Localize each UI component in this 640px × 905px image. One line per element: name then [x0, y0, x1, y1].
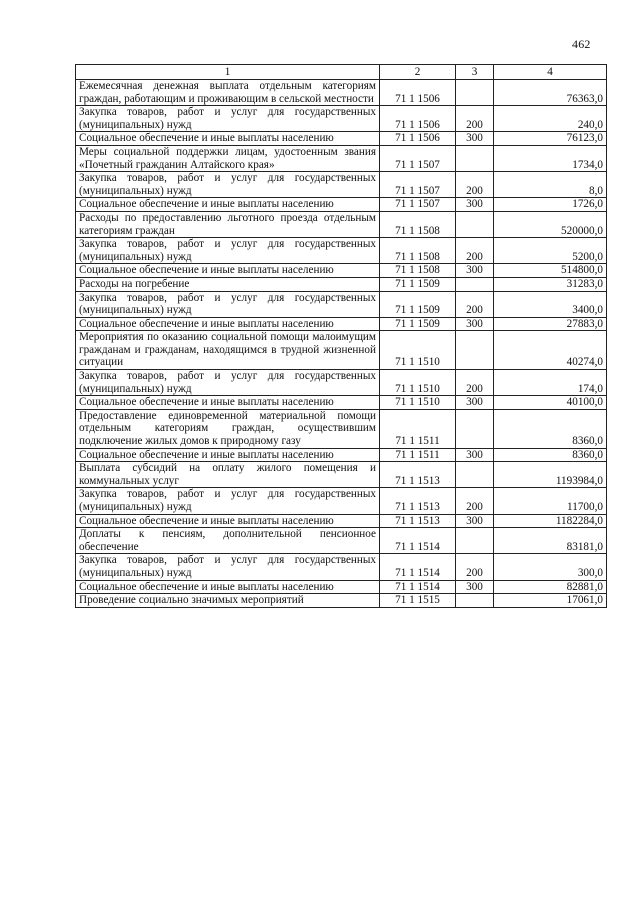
row-amount: 174,0 — [494, 370, 607, 396]
row-name: Закупка товаров, работ и услуг для государственных (муниципальных) нужд — [76, 291, 380, 317]
table-row — [76, 462, 607, 488]
row-amount: 1726,0 — [494, 198, 607, 212]
table-row — [76, 238, 607, 264]
table-row — [76, 554, 607, 580]
table-row — [76, 317, 607, 331]
row-amount: 8360,0 — [494, 409, 607, 448]
row-amount: 5200,0 — [494, 238, 607, 264]
row-exp — [456, 462, 494, 488]
row-name: Проведение социально значимых мероприятий — [76, 594, 380, 608]
header-row — [76, 65, 607, 80]
row-name: Социальное обеспечение и иные выплаты населению — [76, 132, 380, 146]
row-exp: 200 — [456, 488, 494, 514]
row-name: Мероприятия по оказанию социальной помощи малоимущим гражданам и гражданам, находящимся в трудной жизненной ситуации — [76, 331, 380, 370]
row-exp — [456, 331, 494, 370]
row-exp — [456, 528, 494, 554]
table-row — [76, 145, 607, 171]
row-amount: 240,0 — [494, 106, 607, 132]
row-amount: 82881,0 — [494, 580, 607, 594]
table-header — [76, 65, 607, 80]
row-amount: 1193984,0 — [494, 462, 607, 488]
row-exp — [456, 409, 494, 448]
row-name: Закупка товаров, работ и услуг для государственных (муниципальных) нужд — [76, 106, 380, 132]
row-amount: 514800,0 — [494, 264, 607, 278]
row-exp: 300 — [456, 514, 494, 528]
row-code: 71 1 1511 — [380, 448, 456, 462]
row-exp: 200 — [456, 238, 494, 264]
row-exp: 200 — [456, 554, 494, 580]
row-code: 71 1 1508 — [380, 264, 456, 278]
row-name: Закупка товаров, работ и услуг для государственных (муниципальных) нужд — [76, 370, 380, 396]
table-row — [76, 106, 607, 132]
row-name: Выплата субсидий на оплату жилого помещения и коммунальных услуг — [76, 462, 380, 488]
row-amount: 1182284,0 — [494, 514, 607, 528]
table-row — [76, 172, 607, 198]
row-code: 71 1 1513 — [380, 488, 456, 514]
row-code: 71 1 1511 — [380, 409, 456, 448]
row-name: Ежемесячная денежная выплата отдельным категориям граждан, работающим и проживающим в сельской местности — [76, 80, 380, 106]
row-code: 71 1 1506 — [380, 132, 456, 146]
row-name: Социальное обеспечение и иные выплаты населению — [76, 514, 380, 528]
row-amount: 27883,0 — [494, 317, 607, 331]
table-row — [76, 370, 607, 396]
row-amount: 8,0 — [494, 172, 607, 198]
row-exp — [456, 80, 494, 106]
table-row — [76, 80, 607, 106]
row-amount: 76123,0 — [494, 132, 607, 146]
header-col-1: 1 — [76, 65, 380, 80]
row-code: 71 1 1507 — [380, 198, 456, 212]
row-amount: 31283,0 — [494, 277, 607, 291]
row-amount: 83181,0 — [494, 528, 607, 554]
row-code: 71 1 1507 — [380, 145, 456, 171]
table-row — [76, 488, 607, 514]
row-exp — [456, 211, 494, 237]
table-body — [76, 80, 607, 608]
row-name: Социальное обеспечение и иные выплаты населению — [76, 448, 380, 462]
row-name: Расходы на погребение — [76, 277, 380, 291]
row-name: Закупка товаров, работ и услуг для государственных (муниципальных) нужд — [76, 238, 380, 264]
row-code: 71 1 1507 — [380, 172, 456, 198]
row-name: Социальное обеспечение и иные выплаты населению — [76, 317, 380, 331]
row-code: 71 1 1508 — [380, 211, 456, 237]
header-col-4: 4 — [494, 65, 607, 80]
row-code: 71 1 1506 — [380, 106, 456, 132]
row-exp: 200 — [456, 370, 494, 396]
row-name: Предоставление единовременной материальной помощи отдельным категориям граждан, осуществившим подключение жилых домов к природному газу — [76, 409, 380, 448]
header-col-3: 3 — [456, 65, 494, 80]
row-exp: 200 — [456, 291, 494, 317]
row-code: 71 1 1510 — [380, 396, 456, 410]
row-exp: 300 — [456, 132, 494, 146]
row-exp: 300 — [456, 448, 494, 462]
row-amount: 1734,0 — [494, 145, 607, 171]
row-exp: 200 — [456, 172, 494, 198]
row-exp — [456, 594, 494, 608]
row-name: Социальное обеспечение и иные выплаты населению — [76, 580, 380, 594]
row-amount: 11700,0 — [494, 488, 607, 514]
row-code: 71 1 1513 — [380, 462, 456, 488]
table-row — [76, 264, 607, 278]
row-code: 71 1 1514 — [380, 528, 456, 554]
table-row — [76, 198, 607, 212]
table-row — [76, 580, 607, 594]
table-row — [76, 528, 607, 554]
row-code: 71 1 1515 — [380, 594, 456, 608]
row-name: Меры социальной поддержки лицам, удостоенным звания «Почетный гражданин Алтайского края» — [76, 145, 380, 171]
row-code: 71 1 1509 — [380, 317, 456, 331]
row-code: 71 1 1509 — [380, 277, 456, 291]
row-name: Социальное обеспечение и иные выплаты населению — [76, 198, 380, 212]
table-row — [76, 594, 607, 608]
table-row — [76, 291, 607, 317]
row-code: 71 1 1506 — [380, 80, 456, 106]
row-exp: 300 — [456, 317, 494, 331]
row-exp: 300 — [456, 396, 494, 410]
row-amount: 520000,0 — [494, 211, 607, 237]
row-exp: 300 — [456, 198, 494, 212]
row-code: 71 1 1514 — [380, 580, 456, 594]
table-row — [76, 396, 607, 410]
row-code: 71 1 1509 — [380, 291, 456, 317]
table-row — [76, 409, 607, 448]
budget-table — [75, 64, 607, 608]
table-row — [76, 331, 607, 370]
row-exp — [456, 145, 494, 171]
row-amount: 40100,0 — [494, 396, 607, 410]
row-name: Закупка товаров, работ и услуг для государственных (муниципальных) нужд — [76, 488, 380, 514]
row-amount: 17061,0 — [494, 594, 607, 608]
row-name: Доплаты к пенсиям, дополнительной пенсионное обеспечение — [76, 528, 380, 554]
row-name: Закупка товаров, работ и услуг для государственных (муниципальных) нужд — [76, 554, 380, 580]
row-amount: 76363,0 — [494, 80, 607, 106]
row-code: 71 1 1508 — [380, 238, 456, 264]
row-amount: 40274,0 — [494, 331, 607, 370]
row-exp: 300 — [456, 264, 494, 278]
row-amount: 8360,0 — [494, 448, 607, 462]
row-exp — [456, 277, 494, 291]
row-exp: 300 — [456, 580, 494, 594]
table-row — [76, 277, 607, 291]
table-row — [76, 448, 607, 462]
row-code: 71 1 1513 — [380, 514, 456, 528]
row-name: Расходы по предоставлению льготного проезда отдельным категориям граждан — [76, 211, 380, 237]
table-row — [76, 211, 607, 237]
row-code: 71 1 1510 — [380, 331, 456, 370]
row-name: Закупка товаров, работ и услуг для государственных (муниципальных) нужд — [76, 172, 380, 198]
table-row — [76, 514, 607, 528]
row-exp: 200 — [456, 106, 494, 132]
row-name: Социальное обеспечение и иные выплаты населению — [76, 396, 380, 410]
row-amount: 300,0 — [494, 554, 607, 580]
header-col-2: 2 — [380, 65, 456, 80]
row-amount: 3400,0 — [494, 291, 607, 317]
table-row — [76, 132, 607, 146]
row-name: Социальное обеспечение и иные выплаты населению — [76, 264, 380, 278]
page-number: 462 — [572, 37, 591, 51]
row-code: 71 1 1514 — [380, 554, 456, 580]
row-code: 71 1 1510 — [380, 370, 456, 396]
